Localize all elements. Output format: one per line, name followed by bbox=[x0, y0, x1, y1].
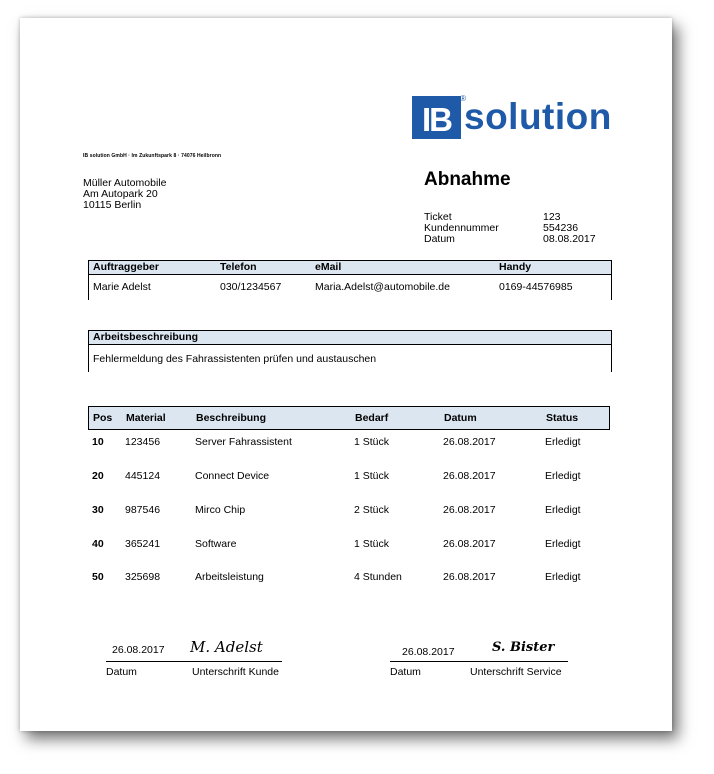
customer-sign-date: 26.08.2017 bbox=[112, 644, 165, 656]
work-description-box bbox=[88, 330, 612, 372]
recipient-address bbox=[83, 178, 166, 211]
header-telefon: Telefon bbox=[220, 261, 257, 273]
meta-value: 08.08.2017 bbox=[543, 233, 596, 245]
customer-sign-label: Unterschrift Kunde bbox=[192, 666, 279, 678]
service-signature: S. Bister bbox=[492, 640, 555, 655]
customer-date-label: Datum bbox=[106, 666, 137, 678]
recipient-city: 10115 Berlin bbox=[83, 199, 142, 211]
document-title: Abnahme bbox=[424, 169, 511, 190]
table-row: 20 445124 Connect Device 1 Stück 26.08.2017 Erledigt bbox=[92, 470, 581, 482]
client-phone: 030/1234567 bbox=[220, 281, 282, 293]
logo-wordmark: solution bbox=[464, 96, 612, 137]
document-page bbox=[20, 18, 672, 731]
client-box-header bbox=[89, 260, 611, 275]
service-signature-line bbox=[390, 661, 568, 662]
logo-mark: IB ® bbox=[412, 96, 461, 139]
col-bedarf: Bedarf bbox=[355, 412, 389, 424]
service-sign-label: Unterschrift Service bbox=[470, 666, 562, 678]
table-row: 30 987546 Mirco Chip 2 Stück 26.08.2017 Erledigt bbox=[92, 504, 581, 516]
table-row: 40 365241 Software 1 Stück 26.08.2017 Erledigt bbox=[92, 538, 581, 550]
work-description-text: Fehlermeldung des Fahrassistenten prüfen und austauschen bbox=[93, 353, 377, 365]
client-email: Maria.Adelst@automobile.de bbox=[315, 281, 450, 293]
client-name: Marie Adelst bbox=[93, 281, 151, 293]
meta-key: Ticket bbox=[424, 211, 452, 223]
header-auftraggeber: Auftraggeber bbox=[93, 261, 159, 273]
col-beschreibung: Beschreibung bbox=[196, 412, 267, 424]
col-material: Material bbox=[126, 412, 166, 424]
meta-key: Datum bbox=[424, 233, 455, 245]
header-email: eMail bbox=[315, 261, 342, 273]
table-row: 10 123456 Server Fahrassistent 1 Stück 26.08.2017 Erledigt bbox=[92, 436, 581, 448]
work-box-header: Arbeitsbeschreibung bbox=[89, 330, 611, 345]
sender-line: IB solution GmbH · Im Zukunftspark 8 · 74076 Heilbronn bbox=[83, 153, 222, 159]
meta-value: 123 bbox=[543, 211, 561, 223]
meta-key: Kundennummer bbox=[424, 222, 499, 234]
meta-value: 554236 bbox=[543, 222, 579, 234]
customer-signature-line bbox=[106, 661, 282, 662]
service-sign-date: 26.08.2017 bbox=[402, 646, 455, 658]
recipient-street: Am Autopark 20 bbox=[83, 188, 158, 200]
client-box bbox=[88, 260, 612, 300]
meta-row bbox=[424, 234, 596, 245]
col-pos: Pos bbox=[93, 412, 113, 424]
recipient-name: Müller Automobile bbox=[83, 177, 167, 189]
client-mobile: 0169-44576985 bbox=[499, 281, 573, 293]
table-row: 50 325698 Arbeitsleistung 4 Stunden 26.08.2017 Erledigt bbox=[92, 571, 581, 583]
header-handy: Handy bbox=[499, 261, 532, 273]
customer-signature: M. Adelst bbox=[190, 638, 263, 656]
service-date-label: Datum bbox=[390, 666, 421, 678]
items-table-header bbox=[88, 406, 610, 430]
document-meta bbox=[424, 212, 596, 245]
col-datum: Datum bbox=[444, 412, 477, 424]
col-status: Status bbox=[546, 412, 579, 424]
